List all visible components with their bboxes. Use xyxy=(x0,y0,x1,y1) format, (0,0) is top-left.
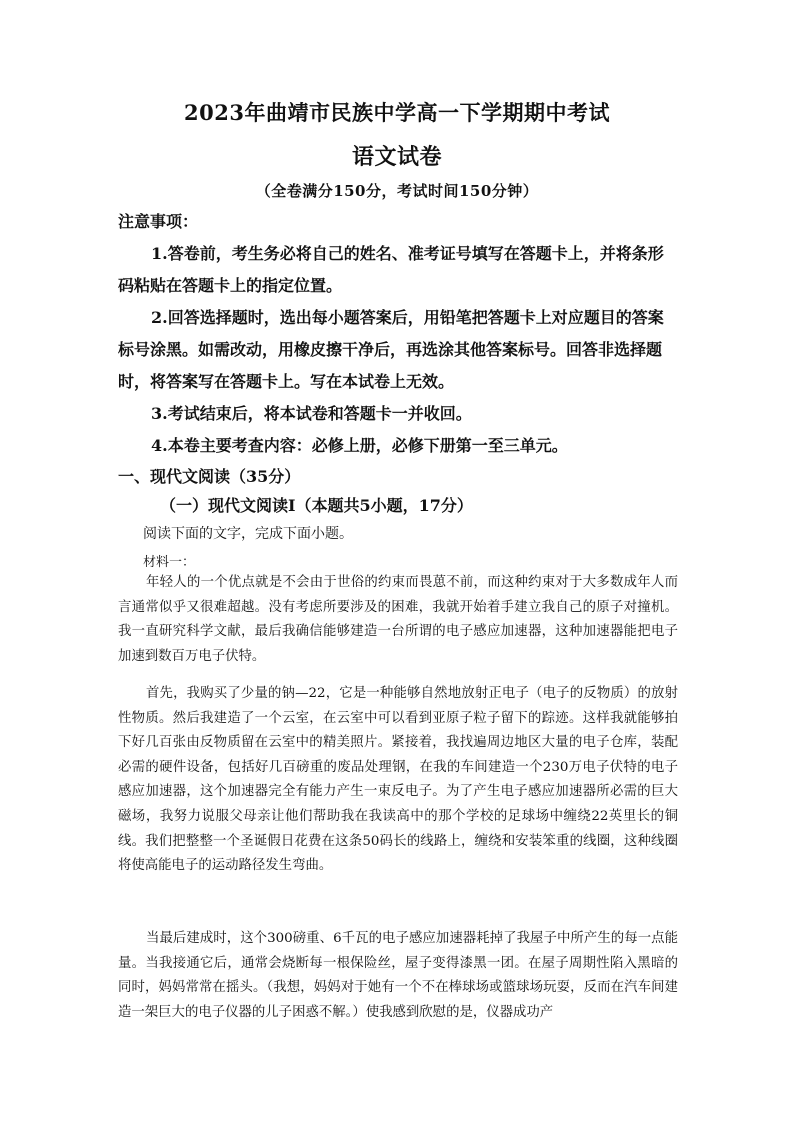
exam-info: （全卷满分150分，考试时间150分钟） xyxy=(255,182,539,200)
notice-item-2: 2.回答选择题时，选出每小题答案后，用铅笔把答题卡上对应题目的答案标号涂黑。如需改动，用橡皮擦干净后，再选涂其他答案标号。回答非选择题时，将答案写在答题卡上。写在本试卷上无效。 xyxy=(118,308,664,391)
passage-paragraph-1: 年轻人的一个优点就是不会由于世俗的约束而畏葸不前，而这种约束对于大多数成年人而言通常似乎又很难超越。没有考虑所要涉及的困难，我就开始着手建立我自己的原子对撞机。我一直研究科学文献，最后我确信能够建造一台所谓的电子感应加速器，这种加速器能把电子加速到数百万电子伏特。 xyxy=(118,575,678,664)
section-heading: 一、现代文阅读（35分） xyxy=(118,467,301,486)
notice-item-3: 3.考试结束后，将本试卷和答题卡一并收回。 xyxy=(151,404,472,423)
notice-heading: 注意事项： xyxy=(118,212,199,231)
notice-item-4: 4.本卷主要考查内容：必修上册，必修下册第一至三单元。 xyxy=(151,436,568,455)
notice-item-1: 1.答卷前，考生务必将自己的姓名、准考证号填写在答题卡上，并将条形码粘贴在答题卡上的指定位置。 xyxy=(118,244,664,295)
reading-instruction: 阅读下面的文字，完成下面小题。 xyxy=(143,526,353,542)
section-subheading: （一）现代文阅读Ⅰ（本题共5小题，17分） xyxy=(160,496,473,515)
passage-paragraph-3: 当最后建成时，这个300磅重、6千瓦的电子感应加速器耗掉了我屋子中所产生的每一点能量。当我接通它后，通常会烧断每一根保险丝，屋子变得漆黑一团。在屋子周期性陷入黑暗的同时，妈妈常常在摇头。（我想，妈妈对于她有一个不在棒球场或篮球场玩耍，反而在汽车间建造一架巨大的电子仪器的儿子困惑不解。）使我感到欣慰的是，仪器成功产 xyxy=(118,931,678,1020)
exam-title: 2023年曲靖市民族中学高一下学期期中考试 xyxy=(184,100,610,125)
exam-subject: 语文试卷 xyxy=(351,144,442,170)
passage-paragraph-2: 首先，我购买了少量的钠—22，它是一种能够自然地放射正电子（电子的反物质）的放射性物质。然后我建造了一个云室，在云室中可以看到亚原子粒子留下的踪迹。这样我就能够拍下好几百张由反物质留在云室中的精美照片。紧接着，我找遍周边地区大量的电子仓库，装配必需的硬件设备，包括好几百磅重的废品处理钢，在我的车间建造一个230万电子伏特的电子感应加速器，这个加速器完全有能力产生一束反电子。为了产生电子感应加速器所必需的巨大磁场，我努力说服父母亲让他们帮助我在我读高中的那个学校的足球场中缠绕22英里长的铜线。我们把整整一个圣诞假日花费在这条50码长的线路上，缠绕和安装笨重的线圈，这种线圈将使高能电子的运动路径发生弯曲。 xyxy=(118,686,678,874)
material-label: 材料一： xyxy=(143,555,196,570)
